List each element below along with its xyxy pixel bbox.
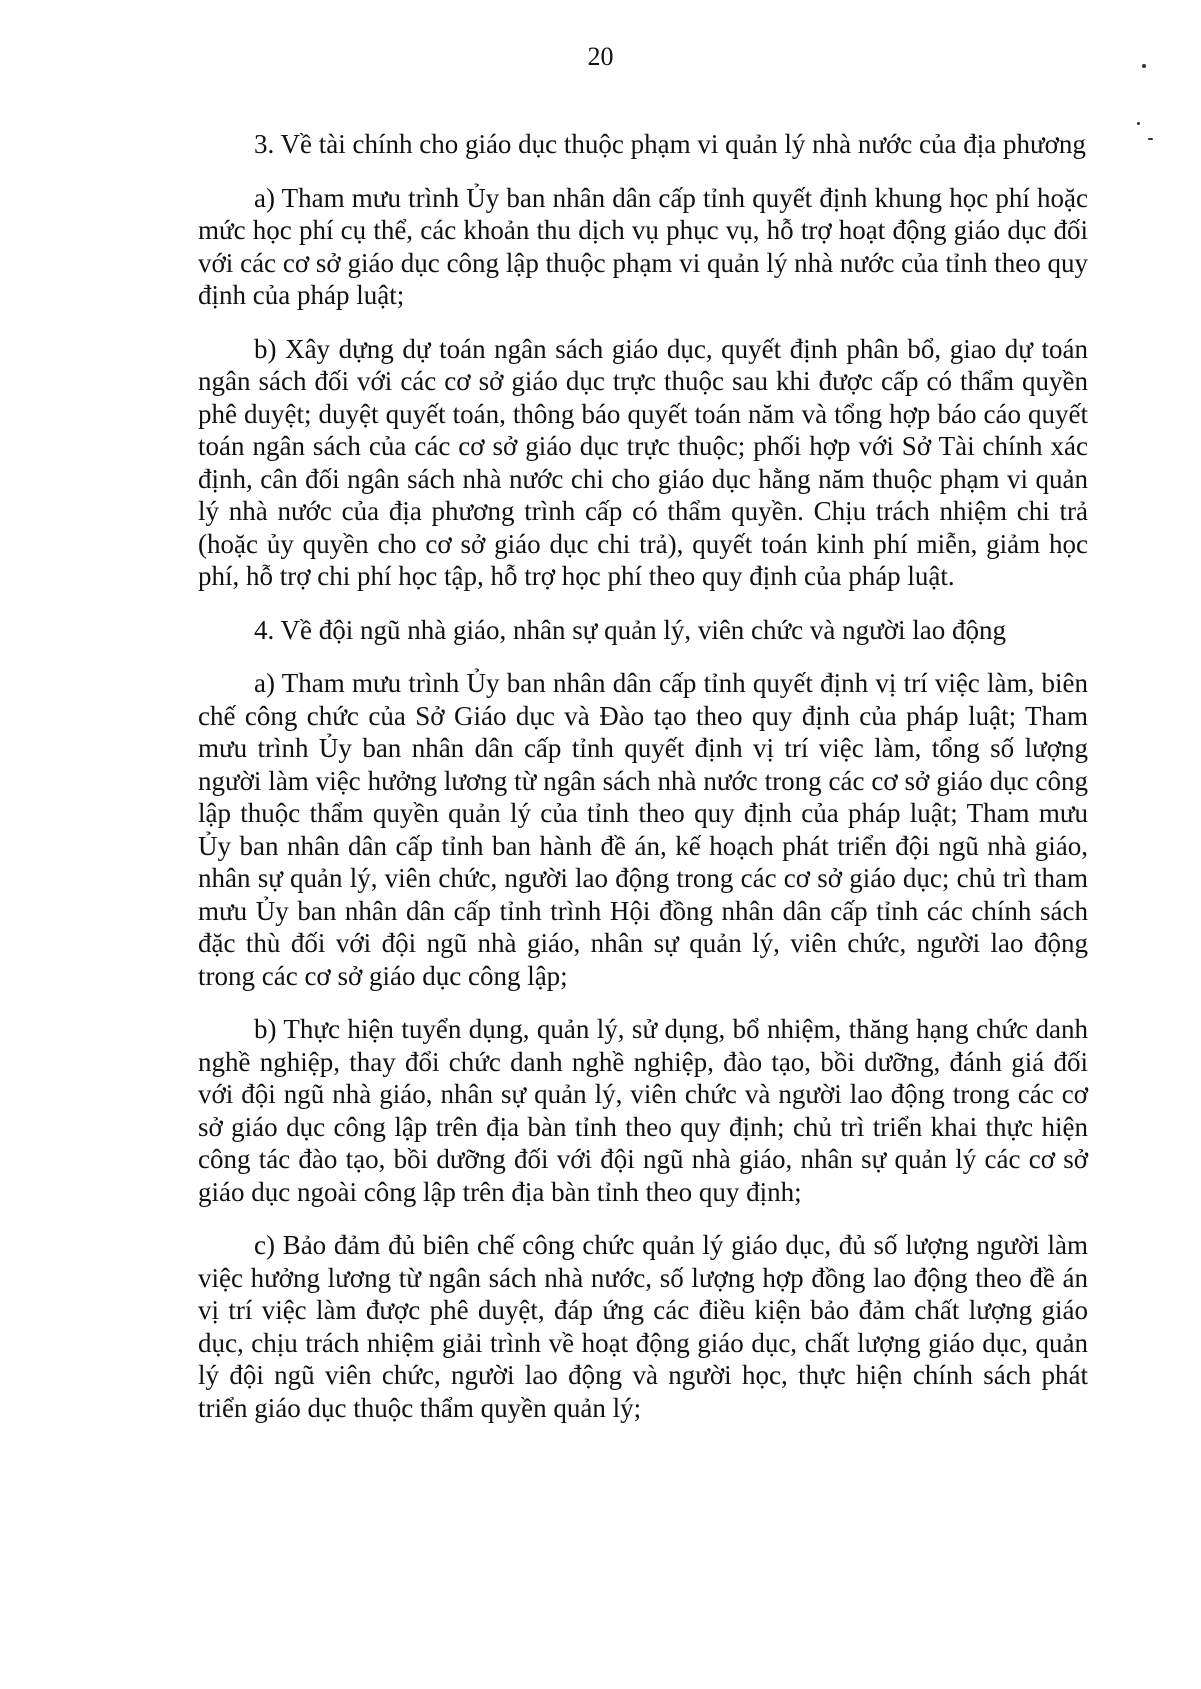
scan-speck [1148,138,1153,140]
section-4-item-b: b) Thực hiện tuyển dụng, quản lý, sử dụng, bổ nhiệm, thăng hạng chức danh nghề nghiệp, thay đổi chức danh nghề nghiệp, đào tạo, bồi dưỡng, đánh giá đối với đội ngũ nhà giáo, nhân sự quản lý, viên chức và người lao động trong các cơ sở giáo dục công lập trên địa bàn tỉnh theo quy định; chủ trì triển khai thực hiện công tác đào tạo, bồi dưỡng đối với đội ngũ nhà giáo, nhân sự quản lý các cơ sở giáo dục ngoài công lập trên địa bàn tỉnh theo quy định; [198,1014,1088,1207]
scan-speck [1137,122,1140,125]
section-4-item-a: a) Tham mưu trình Ủy ban nhân dân cấp tỉnh quyết định vị trí việc làm, biên chế công chức của Sở Giáo dục và Đào tạo theo quy định của pháp luật; Tham mưu trình Ủy ban nhân dân cấp tỉnh quyết định vị trí việc làm, tổng số lượng người làm việc hưởng lương từ ngân sách nhà nước trong các cơ sở giáo dục công lập thuộc thẩm quyền quản lý của tỉnh theo quy định của pháp luật; Tham mưu Ủy ban nhân dân cấp tỉnh ban hành đề án, kế hoạch phát triển đội ngũ nhà giáo, nhân sự quản lý, viên chức, người lao động trong các cơ sở giáo dục; chủ trì tham mưu Ủy ban nhân dân cấp tỉnh trình Hội đồng nhân dân cấp tỉnh các chính sách đặc thù đối với đội ngũ nhà giáo, nhân sự quản lý, viên chức, người lao động trong các cơ sở giáo dục công lập; [198,668,1088,991]
section-3-heading: 3. Về tài chính cho giáo dục thuộc phạm vi quản lý nhà nước của địa phương [254,129,1086,159]
section-4-heading: 4. Về đội ngũ nhà giáo, nhân sự quản lý, viên chức và người lao động [254,614,1007,645]
page-number: 20 [587,42,614,71]
section-3-item-b: b) Xây dựng dự toán ngân sách giáo dục, quyết định phân bổ, giao dự toán ngân sách đối với các cơ sở giáo dục trực thuộc sau khi được cấp có thẩm quyền phê duyệt; duyệt quyết toán, thông báo quyết toán năm và tổng hợp báo cáo quyết toán ngân sách của các cơ sở giáo dục trực thuộc; phối hợp với Sở Tài chính xác định, cân đối ngân sách nhà nước chi cho giáo dục hằng năm thuộc phạm vi quản lý nhà nước của địa phương trình cấp có thẩm quyền. Chịu trách nhiệm chi trả (hoặc ủy quyền cho cơ sở giáo dục chi trả), quyết toán kinh phí miễn, giảm học phí, hỗ trợ chi phí học tập, hỗ trợ học phí theo quy định của pháp luật. [198,333,1088,591]
scan-speck [1142,64,1146,68]
section-3-item-a: a) Tham mưu trình Ủy ban nhân dân cấp tỉnh quyết định khung học phí hoặc mức học phí cụ thể, các khoản thu dịch vụ phục vụ, hỗ trợ hoạt động giáo dục đối với các cơ sở giáo dục công lập thuộc phạm vi quản lý nhà nước của tỉnh theo quy định của pháp luật; [198,182,1088,310]
section-4-item-c: c) Bảo đảm đủ biên chế công chức quản lý giáo dục, đủ số lượng người làm việc hưởng lương từ ngân sách nhà nước, số lượng hợp đồng lao động theo đề án vị trí việc làm được phê duyệt, đáp ứng các điều kiện bảo đảm chất lượng giáo dục, chịu trách nhiệm giải trình về hoạt động giáo dục, chất lượng giáo dục, quản lý đội ngũ viên chức, người lao động và người học, thực hiện chính sách phát triển giáo dục thuộc thẩm quyền quản lý; [198,1230,1088,1423]
document-body [198,128,1088,1424]
